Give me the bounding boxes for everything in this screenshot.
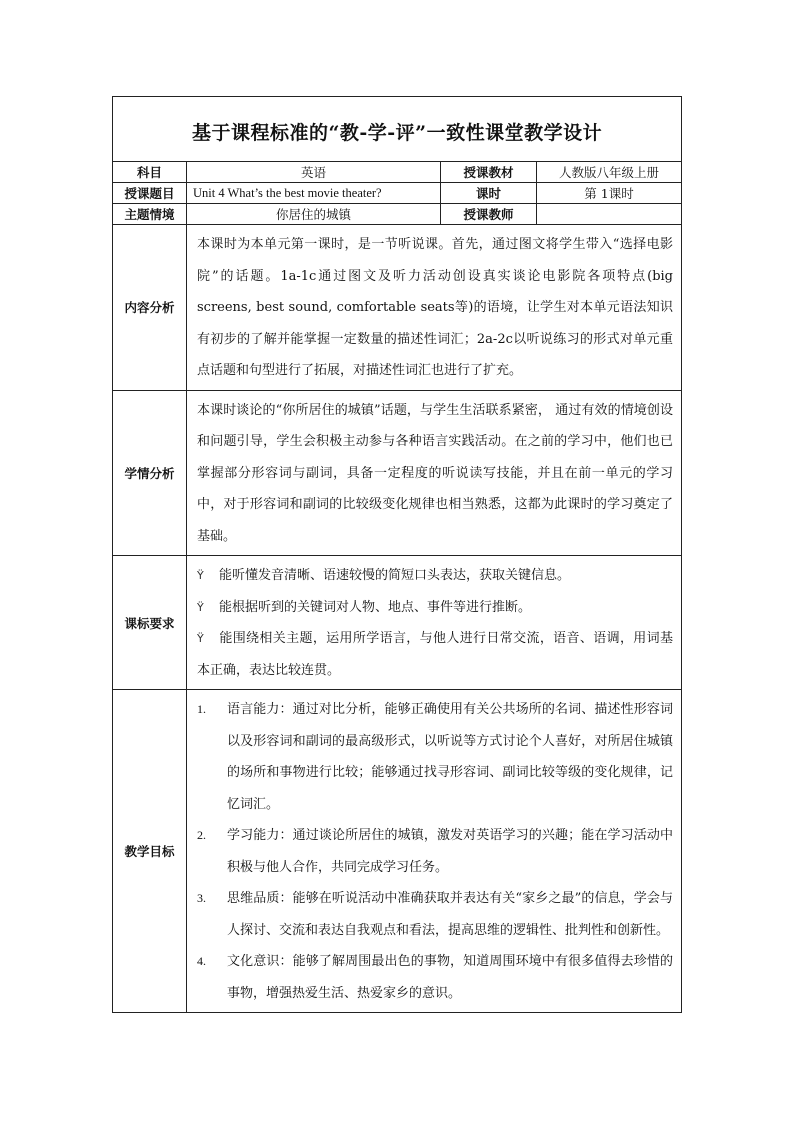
topic-value: Unit 4 What’s the best movie theater? (187, 183, 441, 204)
subject-value: 英语 (187, 162, 441, 183)
standard-text: 能根据听到的关键词对人物、地点、事件等进行推断。 (219, 599, 532, 615)
objective-text: 文化意识：能够了解周围最出色的事物，知道周围环境中有很多值得去珍惜的事物，增强热爱生活、热爱家乡的意识。 (227, 954, 674, 1001)
content-analysis-label: 内容分析 (113, 225, 187, 391)
teacher-label: 授课教师 (441, 204, 537, 225)
teacher-value (537, 204, 682, 225)
objectives-label: 教学目标 (113, 690, 187, 1013)
theme-label: 主题情境 (113, 204, 187, 225)
period-value: 第 1课时 (537, 183, 682, 204)
list-item (197, 946, 673, 1009)
standards-label: 课标要求 (113, 556, 187, 690)
objectives-cell (187, 690, 682, 1013)
textbook-label: 授课教材 (441, 162, 537, 183)
topic-label: 授课题目 (113, 183, 187, 204)
bullet-icon: Ÿ (197, 569, 204, 582)
objectives-list (197, 694, 673, 1009)
objective-number: 4. (197, 954, 206, 968)
lesson-design-table (112, 96, 682, 1013)
objective-number: 3. (197, 891, 206, 905)
period-label: 课时 (441, 183, 537, 204)
bullet-icon: Ÿ (197, 600, 204, 614)
objective-text: 学习能力：通过谈论所居住的城镇，激发对英语学习的兴趣；能在学习活动中积极与他人合作，共同完成学习任务。 (227, 828, 674, 875)
bullet-icon: Ÿ (197, 632, 204, 645)
student-analysis-label: 学情分析 (113, 390, 187, 556)
objective-number: 1. (197, 702, 206, 716)
page-title: 基于课程标准的“教-学-评”一致性课堂教学设计 (113, 97, 682, 162)
list-item (197, 623, 673, 686)
list-item (197, 560, 673, 592)
objective-number: 2. (197, 828, 206, 842)
list-item (197, 694, 673, 820)
objective-text: 思维品质：能够在听说活动中准确获取并表达有关“家乡之最”的信息，学会与人探讨、交流和表达自我观点和看法，提高思维的逻辑性、批判性和创新性。 (227, 891, 674, 938)
student-analysis-text: 本课时谈论的“你所居住的城镇”话题，与学生生活联系紧密， 通过有效的情境创设和问题引导，学生会积极主动参与各种语言实践活动。在之前的学习中，他们也已掌握部分形容词与副词，具备一定程度的听说读写技能，并且在前一单元的学习中，对于形容词和副词的比较级变化规律也相当熟悉，这都为此课时的学习奠定了基础。 (187, 390, 682, 556)
list-item (197, 883, 673, 946)
textbook-value: 人教版八年级上册 (537, 162, 682, 183)
subject-label: 科目 (113, 162, 187, 183)
theme-value: 你居住的城镇 (187, 204, 441, 225)
standards-cell (187, 556, 682, 690)
standard-text: 能听懂发音清晰、语速较慢的简短口头表达，获取关键信息。 (219, 568, 571, 583)
content-analysis-text: 本课时为本单元第一课时，是一节听说课。首先，通过图文将学生带入“选择电影院”的话题。1a-1c通过图文及听力活动创设真实谈论电影院各项特点(big screens, best sound, comfortable seats等)的语境，让学生对本单元语法知识有初步的了解并能掌握一定数量的描述性词汇；2a-2c以听说练习的形式对单元重点话题和句型进行了拓展，对描述性词汇也进行了扩充。 (187, 225, 682, 391)
list-item (197, 820, 673, 883)
list-item (197, 592, 673, 624)
objective-text: 语言能力：通过对比分析，能够正确使用有关公共场所的名词、描述性形容词以及形容词和副词的最高级形式，以听说等方式讨论个人喜好，对所居住城镇的场所和事物进行比较；能够通过找寻形容词、副词比较等级的变化规律，记忆词汇。 (227, 702, 674, 812)
standard-text: 能围绕相关主题，运用所学语言，与他人进行日常交流，语音、语调，用词基本正确，表达比较连贯。 (197, 631, 674, 678)
standards-list (197, 560, 673, 686)
